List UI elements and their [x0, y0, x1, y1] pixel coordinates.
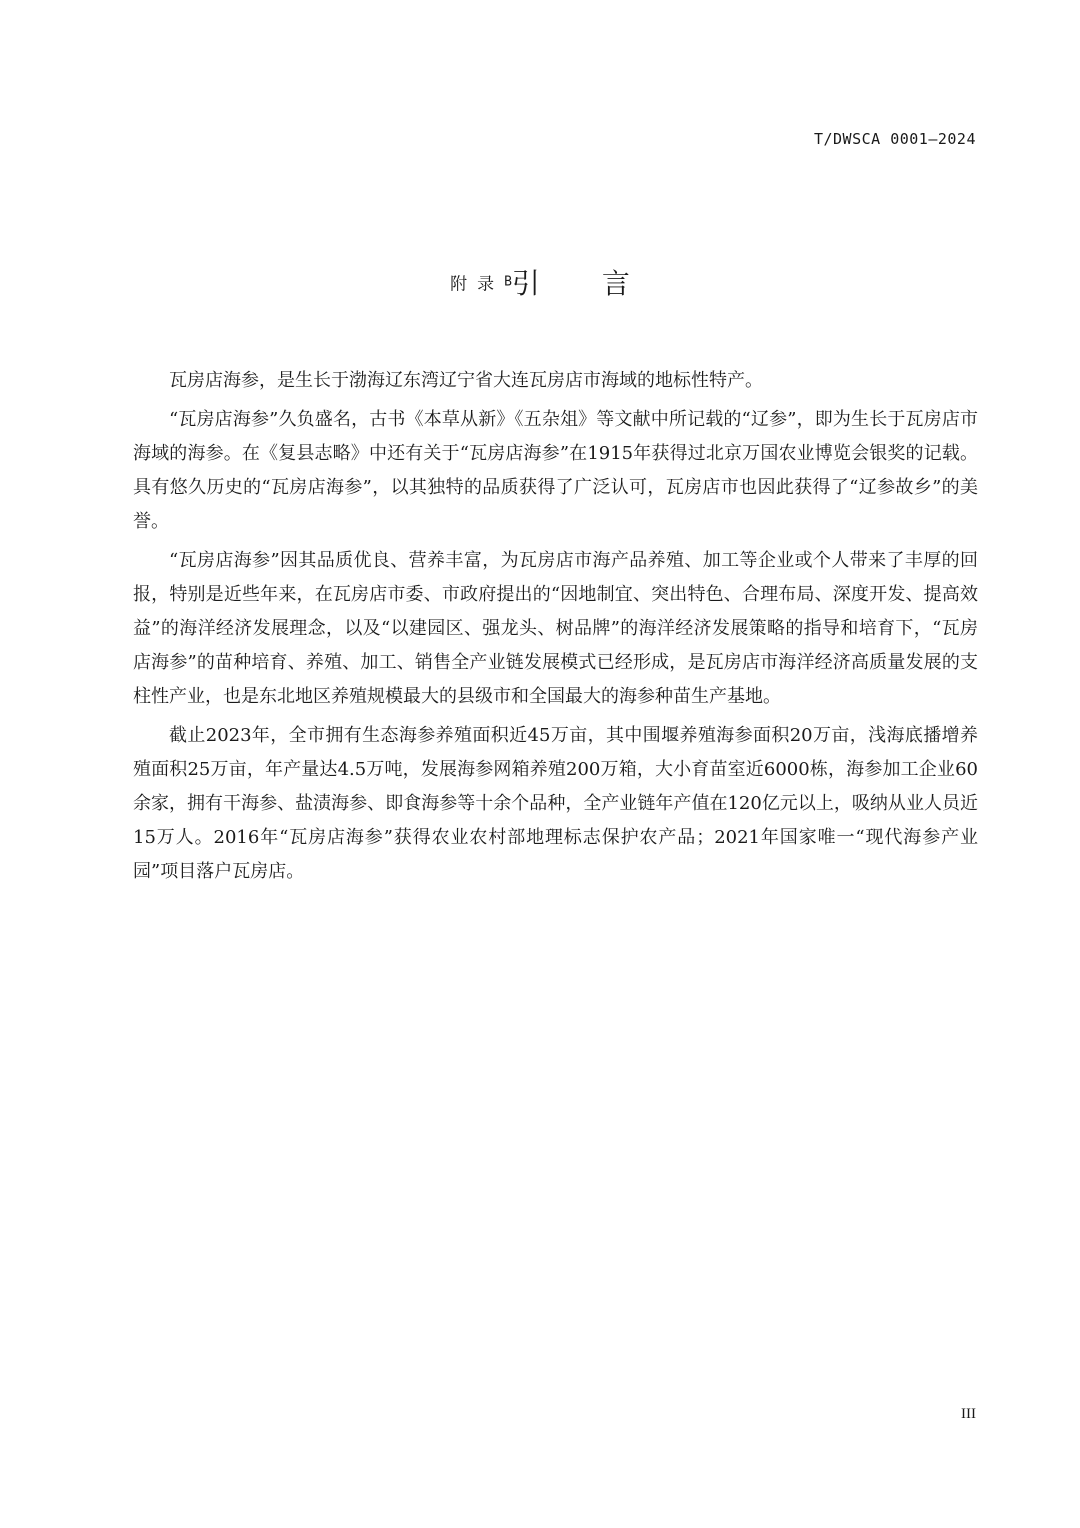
paragraph-2: “瓦房店海参”久负盛名，古书《本草从新》《五杂俎》等文献中所记载的“辽参”，即为生长于瓦房店市海域的海参。在《复县志略》中还有关于“瓦房店海参”在1915年获得过北京万国农业博览会银奖的记载。具有悠久历史的“瓦房店海参”，以其独特的品质获得了广泛认可，瓦房店市也因此获得了“辽参故乡”的美誉。: [133, 409, 978, 532]
paragraph-1: 瓦房店海参，是生长于渤海辽东湾辽宁省大连瓦房店市海域的地标性特产。: [169, 370, 763, 391]
standard-code: T/DWSCA 0001—2024: [813, 130, 976, 148]
body-text: [133, 364, 978, 894]
page-number: III: [961, 1406, 976, 1422]
paragraph-4: 截止2023年，全市拥有生态海参养殖面积近45万亩，其中围堰养殖海参面积20万亩，浅海底播增养殖面积25万亩，年产量达4.5万吨，发展海参网箱养殖200万箱，大小育苗室近6000栋，海参加工企业60余家，拥有干海参、盐渍海参、即食海参等十余个品种，全产业链年产值在120亿元以上，吸纳从业人员近15万人。2016年“瓦房店海参”获得农业农村部地理标志保护农产品；2021年国家唯一“现代海参产业园”项目落户瓦房店。: [133, 725, 978, 882]
appendix-letter: B: [504, 274, 512, 290]
appendix-title: [0, 262, 1080, 302]
paragraph-3: “瓦房店海参”因其品质优良、营养丰富，为瓦房店市海产品养殖、加工等企业或个人带来了丰厚的回报，特别是近些年来，在瓦房店市委、市政府提出的“因地制宜、突出特色、合理布局、深度开发、提高效益”的海洋经济发展理念，以及“以建园区、强龙头、树品牌”的海洋经济发展策略的指导和培育下，“瓦房店海参”的苗种培育、养殖、加工、销售全产业链发展模式已经形成，是瓦房店市海洋经济高质量发展的支柱性产业，也是东北地区养殖规模最大的县级市和全国最大的海参种苗生产基地。: [133, 550, 978, 707]
appendix-prefix: 附录: [450, 274, 505, 295]
appendix-heading: 引言: [511, 267, 692, 300]
